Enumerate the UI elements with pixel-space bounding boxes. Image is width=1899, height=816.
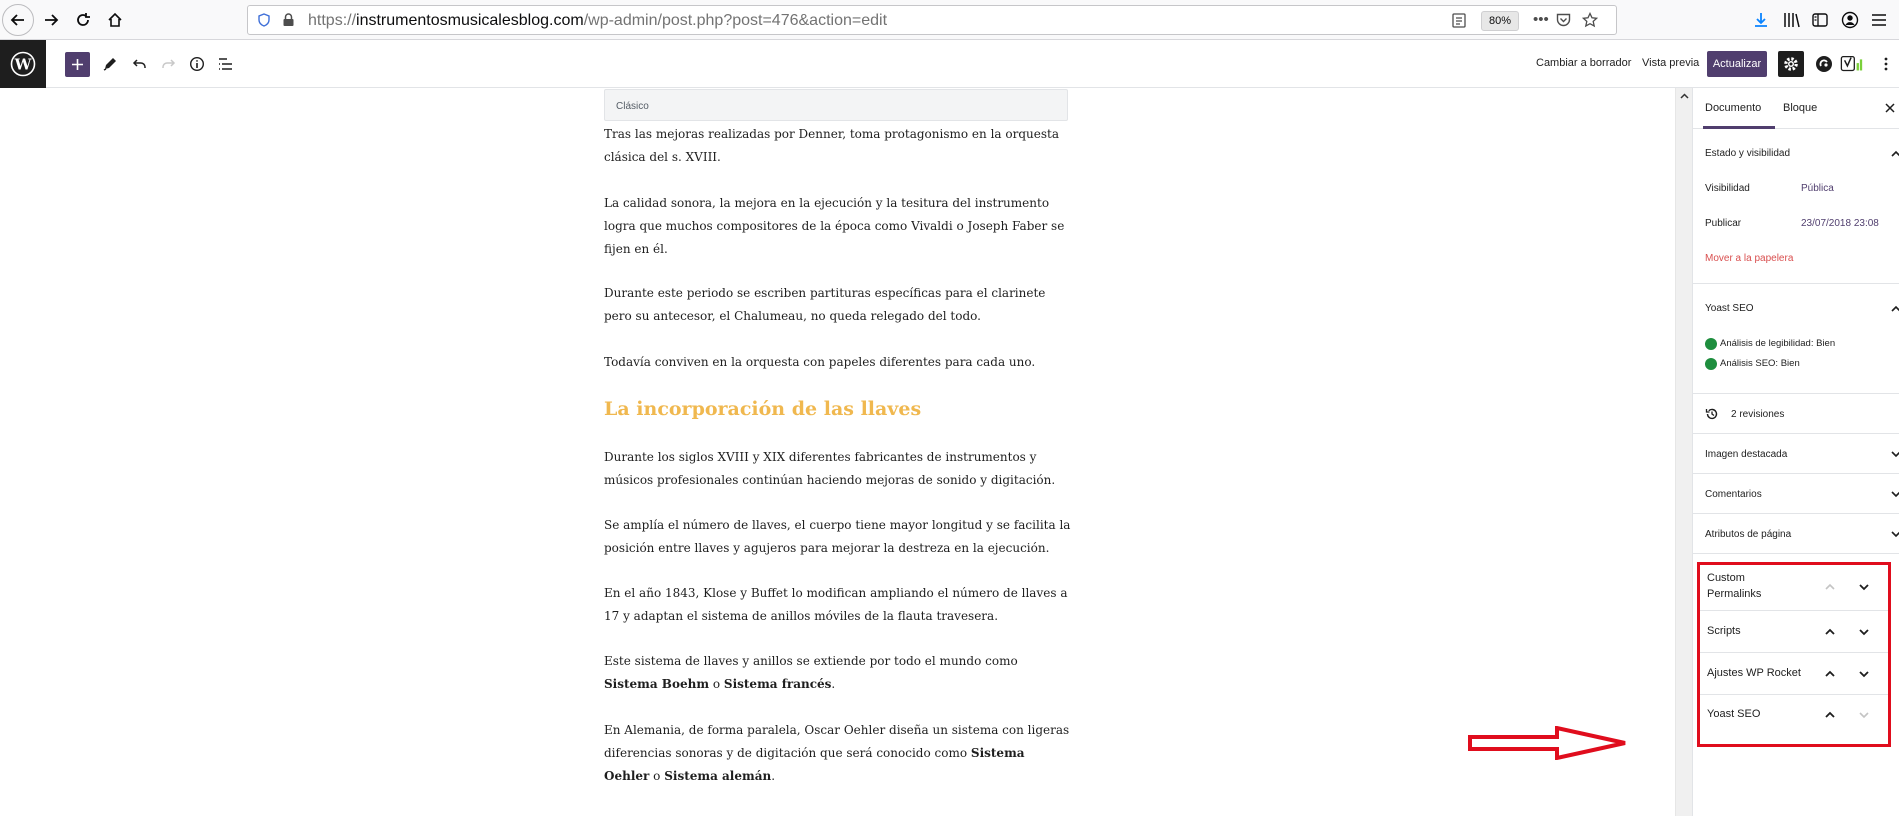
visibility-value[interactable]: Pública — [1801, 183, 1834, 194]
account-icon[interactable] — [1841, 11, 1859, 29]
metabox-title: Permalinks — [1707, 588, 1762, 600]
publish-label: Publicar — [1705, 218, 1742, 229]
yoast-icon — [1840, 54, 1864, 74]
paragraph[interactable]: Este sistema de llaves y anillos se extiende por todo el mundo como Sistema Boehm o Sistema francés. — [604, 654, 1018, 691]
readability-analysis[interactable]: Análisis de legibilidad: Bien — [1720, 338, 1836, 349]
redo-icon — [160, 56, 176, 72]
chevron-up-icon[interactable] — [1889, 147, 1899, 161]
arrow-right-icon — [42, 11, 60, 29]
good-score-icon — [1705, 358, 1717, 370]
reload-icon — [74, 11, 92, 29]
panel-title[interactable]: Estado y visibilidad — [1705, 148, 1791, 159]
paragraph[interactable]: En Alemania, de forma paralela, Oscar Oehler diseña un sistema con ligeras diferencias sonoras y de digitación que será conocido como Sistema Oehler o Sistema alemán. — [604, 723, 1070, 783]
undo-button[interactable] — [128, 52, 152, 76]
settings-toggle-button[interactable] — [1778, 51, 1804, 77]
sidebar-toggle-icon[interactable] — [1812, 12, 1828, 28]
status-visibility-panel — [1693, 129, 1899, 284]
chevron-up-icon[interactable] — [1889, 302, 1899, 316]
paragraph[interactable]: En el año 1843, Klose y Buffet lo modifican ampliando el número de llaves a 17 y adaptan el sistema de anillos móviles de la flauta travesera. — [604, 586, 1068, 623]
chevron-down-icon[interactable] — [1889, 527, 1899, 541]
block-navigation-button[interactable] — [214, 52, 238, 76]
yoast-seo-panel — [1693, 284, 1899, 394]
add-block-button[interactable] — [65, 52, 90, 77]
library-icon[interactable] — [1783, 12, 1801, 28]
paragraph[interactable]: Durante los siglos XVIII y XIX diferentes fabricantes de instrumentos y músicos profesionales continúan haciendo mejoras de sonido y digitación. — [604, 450, 1056, 487]
page-actions-icon[interactable]: ••• — [1533, 11, 1549, 28]
lock-icon[interactable] — [282, 13, 295, 27]
tab-document[interactable]: Documento — [1705, 102, 1762, 114]
editor-header — [0, 40, 1899, 88]
forward-button[interactable] — [37, 6, 65, 34]
wordpress-logo-button[interactable] — [0, 40, 46, 88]
list-view-icon — [218, 56, 234, 72]
panel-title: Atributos de página — [1705, 529, 1792, 540]
panel-title: Imagen destacada — [1705, 449, 1788, 460]
more-vertical-icon — [1883, 56, 1889, 72]
back-button[interactable] — [2, 4, 34, 36]
editor-canvas — [0, 88, 1675, 816]
pocket-icon[interactable] — [1556, 13, 1571, 27]
good-score-icon — [1705, 338, 1717, 350]
url-bar[interactable] — [247, 5, 1617, 35]
content-info-button[interactable] — [185, 52, 209, 76]
gear-icon — [1783, 56, 1799, 72]
metabox-title: Custom — [1707, 572, 1745, 584]
highlight-box-annotation — [1697, 562, 1891, 747]
revisions-panel[interactable] — [1693, 394, 1899, 434]
svg-text:W: W — [14, 55, 32, 74]
plugin-button[interactable] — [1812, 52, 1836, 76]
paragraph[interactable]: La calidad sonora, la mejora en la ejecución y la tesitura del instrumento logra que muchos compositores de la época como Vivaldi o Joseph Faber se fijen en él. — [604, 196, 1065, 256]
yoast-seo-button[interactable] — [1840, 52, 1864, 76]
editor-scrollbar[interactable] — [1675, 88, 1692, 816]
close-icon[interactable] — [1885, 103, 1895, 113]
heading[interactable]: La incorporación de las llaves — [604, 398, 922, 420]
home-button[interactable] — [101, 6, 129, 34]
paragraph[interactable]: Se amplía el número de llaves, el cuerpo tiene mayor longitud y se facilita la posición entre llaves y agujeros para mejorar la destreza en la ejecución. — [604, 518, 1071, 555]
panel-title[interactable]: Yoast SEO — [1705, 303, 1754, 314]
zoom-level-badge[interactable]: 80% — [1481, 11, 1519, 31]
metabox-title: Scripts — [1707, 625, 1741, 637]
undo-icon — [132, 56, 148, 72]
info-icon — [189, 56, 205, 72]
move-to-trash-link[interactable]: Mover a la papelera — [1705, 253, 1794, 264]
pencil-icon — [102, 56, 118, 72]
classic-block-label: Clásico — [616, 101, 649, 112]
comments-panel[interactable] — [1693, 474, 1899, 514]
redo-button[interactable] — [156, 52, 180, 76]
metabox-title: Ajustes WP Rocket — [1707, 667, 1801, 679]
revisions-icon — [1705, 407, 1719, 421]
red-arrow-annotation — [1468, 726, 1628, 760]
tools-button[interactable] — [98, 52, 122, 76]
home-icon — [106, 11, 124, 29]
plugin-logo-icon — [1815, 55, 1833, 73]
visibility-label: Visibilidad — [1705, 183, 1750, 194]
menu-icon[interactable] — [1870, 12, 1888, 28]
scroll-up-icon[interactable] — [1680, 93, 1689, 99]
preview-button[interactable]: Vista previa — [1642, 57, 1700, 69]
more-options-button[interactable] — [1874, 52, 1898, 76]
metabox-title: Yoast SEO — [1707, 708, 1761, 720]
bookmark-star-icon[interactable] — [1582, 12, 1598, 28]
paragraph[interactable]: Todavía conviven en la orquesta con papeles diferentes para cada uno. — [604, 355, 1036, 369]
chevron-down-icon[interactable] — [1889, 447, 1899, 461]
tab-block[interactable]: Bloque — [1783, 102, 1818, 114]
paragraph[interactable]: Tras las mejoras realizadas por Denner, toma protagonismo en la orquesta clásica del s. XVIII. — [604, 127, 1059, 164]
chevron-down-icon[interactable] — [1889, 487, 1899, 501]
panel-title: Comentarios — [1705, 489, 1762, 500]
classic-block-toolbar[interactable] — [604, 89, 1068, 121]
browser-toolbar — [0, 0, 1899, 40]
revisions-link[interactable]: 2 revisiones — [1731, 409, 1785, 420]
paragraph[interactable]: Durante este periodo se escriben partituras específicas para el clarinete pero su antecesor, el Chalumeau, no queda relegado del todo. — [604, 286, 1046, 323]
url-text: https://instrumentosmusicalesblog.com/wp-admin/post.php?post=476&action=edit — [308, 12, 888, 29]
sidebar-tabs — [1693, 88, 1899, 129]
reload-button[interactable] — [69, 6, 97, 34]
seo-analysis[interactable]: Análisis SEO: Bien — [1720, 358, 1800, 369]
tracking-protection-icon[interactable] — [257, 13, 271, 27]
reader-view-icon[interactable] — [1452, 13, 1466, 28]
wordpress-icon — [10, 51, 36, 77]
featured-image-panel[interactable] — [1693, 434, 1899, 474]
plus-icon — [71, 58, 84, 71]
page-attributes-panel[interactable] — [1693, 514, 1899, 554]
download-icon[interactable] — [1753, 12, 1769, 28]
publish-date[interactable]: 23/07/2018 23:08 — [1801, 218, 1879, 229]
arrow-left-icon — [9, 11, 27, 29]
update-button[interactable]: Actualizar — [1707, 51, 1767, 77]
switch-to-draft-button[interactable]: Cambiar a borrador — [1536, 57, 1632, 69]
